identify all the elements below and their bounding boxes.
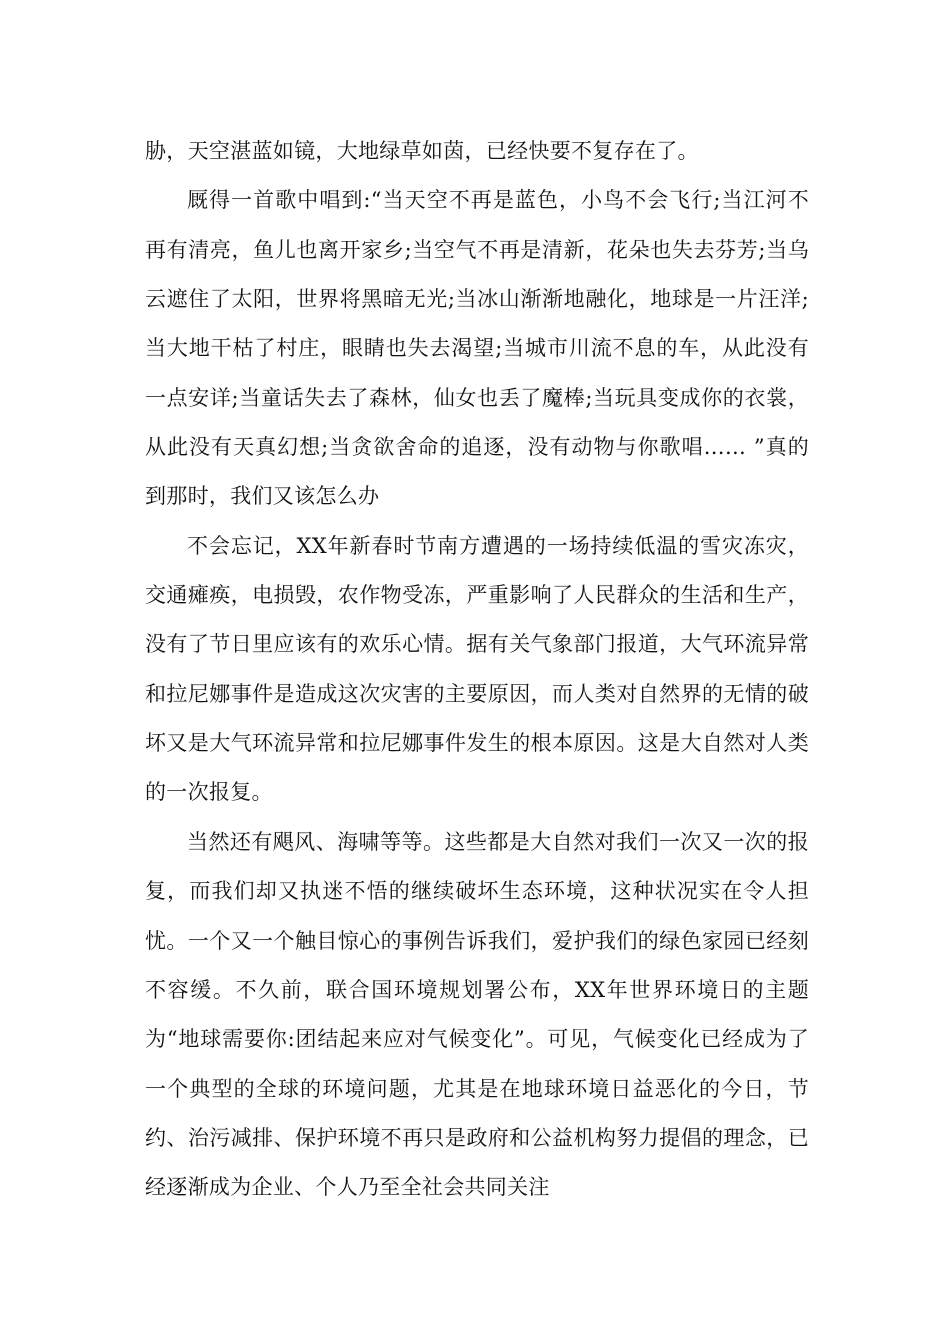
paragraph-climate-change: 当然还有飓风、海啸等等。这些都是大自然对我们一次又一次的报复，而我们却又执迷不悟的继续破坏生态环境，这种状况实在令人担忧。一个又一个触目惊心的事例告诉我们，爱护我们的绿色家园已经刻不容缓。不久前，联合国环境规划署公布，XX年世界环境日的主题为“地球需要你:团结起来应对气候变化”。可见，气候变化已经成为了一个典型的全球的环境问题，尤其是在地球环境日益恶化的今日，节约、治污减排、保护环境不再只是政府和公益机构努力提倡的理念，已经逐渐成为企业、个人乃至全社会共同关注 <box>145 829 809 1200</box>
paragraph-snow-disaster: 不会忘记，XX年新春时节南方遭遇的一场持续低温的雪灾冻灾，交通瘫痪，电损毁，农作物受冻，严重影响了人民群众的生活和生产，没有了节日里应该有的欢乐心情。据有关气象部门报道，大气环流异常和拉尼娜事件是造成这次灾害的主要原因，而人类对自然界的无情的破坏又是大气环流异常和拉尼娜事件发生的根本原因。这是大自然对人类的一次报复。 <box>145 533 809 805</box>
paragraph-song-lyrics: 厩得一首歌中唱到:“当天空不再是蓝色，小鸟不会飞行;当江河不再有清亮，鱼儿也离开家乡;当空气不再是清新，花朵也失去芬芳;当乌云遮住了太阳，世界将黑暗无光;当冰山渐渐地融化，地球是一片汪洋;当大地干枯了村庄，眼睛也失去渴望;当城市川流不息的车，从此没有一点安详;当童话失去了森林，仙女也丢了魔棒;当玩具变成你的衣裳，从此没有天真幻想;当贪欲舍命的追逐，没有动物与你歌唱…… ”真的到那时，我们又该怎么办 <box>145 188 809 509</box>
paragraph-continuation: 胁，天空湛蓝如镜，大地绿草如茵，已经快要不复存在了。 <box>145 139 699 163</box>
document-body <box>145 127 809 1213</box>
